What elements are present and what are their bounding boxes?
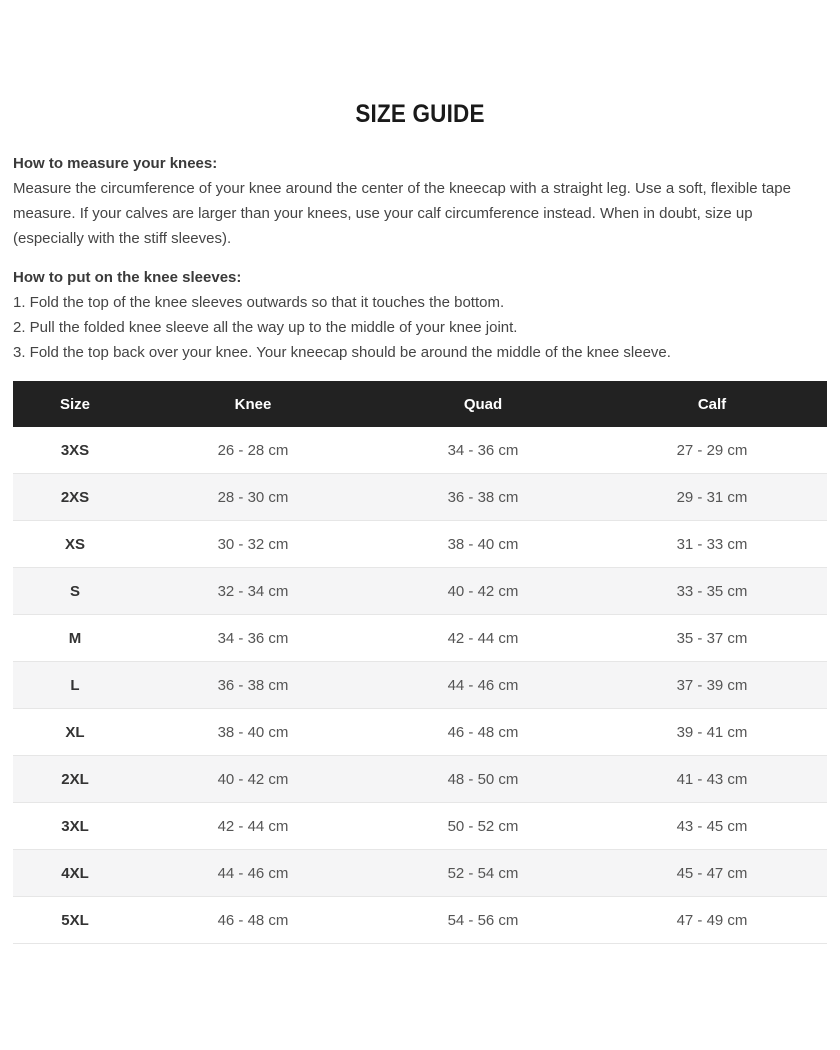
put-on-heading: How to put on the knee sleeves:	[13, 269, 242, 286]
table-row	[13, 850, 827, 897]
calf-cell: 45 - 47 cm	[597, 850, 827, 897]
table-row	[13, 803, 827, 850]
size-cell: 3XL	[13, 803, 137, 850]
calf-cell: 43 - 45 cm	[597, 803, 827, 850]
measure-instructions: Measure the circumference of your knee around the center of the kneecap with a straight leg. Use a soft, flexible tape measure. If your calves are larger than your knees, use your calf circumference instead. When in doubt, size up (especially with the stiff sleeves).	[13, 180, 791, 247]
table-row	[13, 662, 827, 709]
column-header-quad: Quad	[463, 395, 503, 413]
calf-cell: 39 - 41 cm	[597, 709, 827, 756]
quad-cell: 54 - 56 cm	[369, 897, 597, 944]
quad-cell: 44 - 46 cm	[369, 662, 597, 709]
knee-cell: 36 - 38 cm	[137, 662, 369, 709]
calf-cell: 47 - 49 cm	[597, 897, 827, 944]
quad-cell: 40 - 42 cm	[369, 568, 597, 615]
knee-cell: 46 - 48 cm	[137, 897, 369, 944]
measure-heading: How to measure your knees:	[13, 155, 218, 172]
size-cell: 5XL	[13, 897, 137, 944]
quad-cell: 50 - 52 cm	[369, 803, 597, 850]
knee-cell: 38 - 40 cm	[137, 709, 369, 756]
quad-cell: 34 - 36 cm	[369, 427, 597, 474]
calf-cell: 41 - 43 cm	[597, 756, 827, 803]
quad-cell: 38 - 40 cm	[369, 521, 597, 568]
table-row	[13, 474, 827, 521]
knee-cell: 28 - 30 cm	[137, 474, 369, 521]
quad-cell: 46 - 48 cm	[369, 709, 597, 756]
calf-cell: 35 - 37 cm	[597, 615, 827, 662]
knee-cell: 44 - 46 cm	[137, 850, 369, 897]
table-header-row	[13, 381, 827, 427]
column-header-size: Size	[59, 395, 90, 413]
put-on-step: 2. Pull the folded knee sleeve all the way up to the middle of your knee joint.	[13, 319, 518, 336]
knee-cell: 30 - 32 cm	[137, 521, 369, 568]
calf-cell: 29 - 31 cm	[597, 474, 827, 521]
column-header-knee: Knee	[234, 395, 272, 413]
quad-cell: 48 - 50 cm	[369, 756, 597, 803]
knee-cell: 26 - 28 cm	[137, 427, 369, 474]
knee-cell: 40 - 42 cm	[137, 756, 369, 803]
size-guide-page	[13, 0, 827, 929]
put-on-step: 1. Fold the top of the knee sleeves outwards so that it touches the bottom.	[13, 294, 505, 311]
table-row	[13, 568, 827, 615]
table-row	[13, 427, 827, 474]
calf-cell: 31 - 33 cm	[597, 521, 827, 568]
put-on-step: 3. Fold the top back over your knee. Your kneecap should be around the middle of the knee sleeve.	[13, 344, 671, 361]
page-title: SIZE GUIDE	[355, 100, 485, 128]
calf-cell: 33 - 35 cm	[597, 568, 827, 615]
table-row	[13, 521, 827, 568]
size-cell: S	[13, 568, 137, 615]
quad-cell: 42 - 44 cm	[369, 615, 597, 662]
size-cell: 2XL	[13, 756, 137, 803]
size-cell: L	[13, 662, 137, 709]
knee-cell: 34 - 36 cm	[137, 615, 369, 662]
size-cell: 4XL	[13, 850, 137, 897]
calf-cell: 37 - 39 cm	[597, 662, 827, 709]
measure-section	[13, 152, 827, 251]
size-cell: XS	[13, 521, 137, 568]
quad-cell: 52 - 54 cm	[369, 850, 597, 897]
table-row	[13, 897, 827, 944]
size-cell: M	[13, 615, 137, 662]
knee-cell: 32 - 34 cm	[137, 568, 369, 615]
size-cell: XL	[13, 709, 137, 756]
size-cell: 3XS	[13, 427, 137, 474]
table-row	[13, 615, 827, 662]
knee-cell: 42 - 44 cm	[137, 803, 369, 850]
table-row	[13, 709, 827, 756]
size-cell: 2XS	[13, 474, 137, 521]
column-header-calf: Calf	[697, 395, 727, 413]
quad-cell: 36 - 38 cm	[369, 474, 597, 521]
put-on-section	[13, 266, 827, 365]
table-row	[13, 756, 827, 803]
calf-cell: 27 - 29 cm	[597, 427, 827, 474]
size-table	[13, 381, 827, 944]
